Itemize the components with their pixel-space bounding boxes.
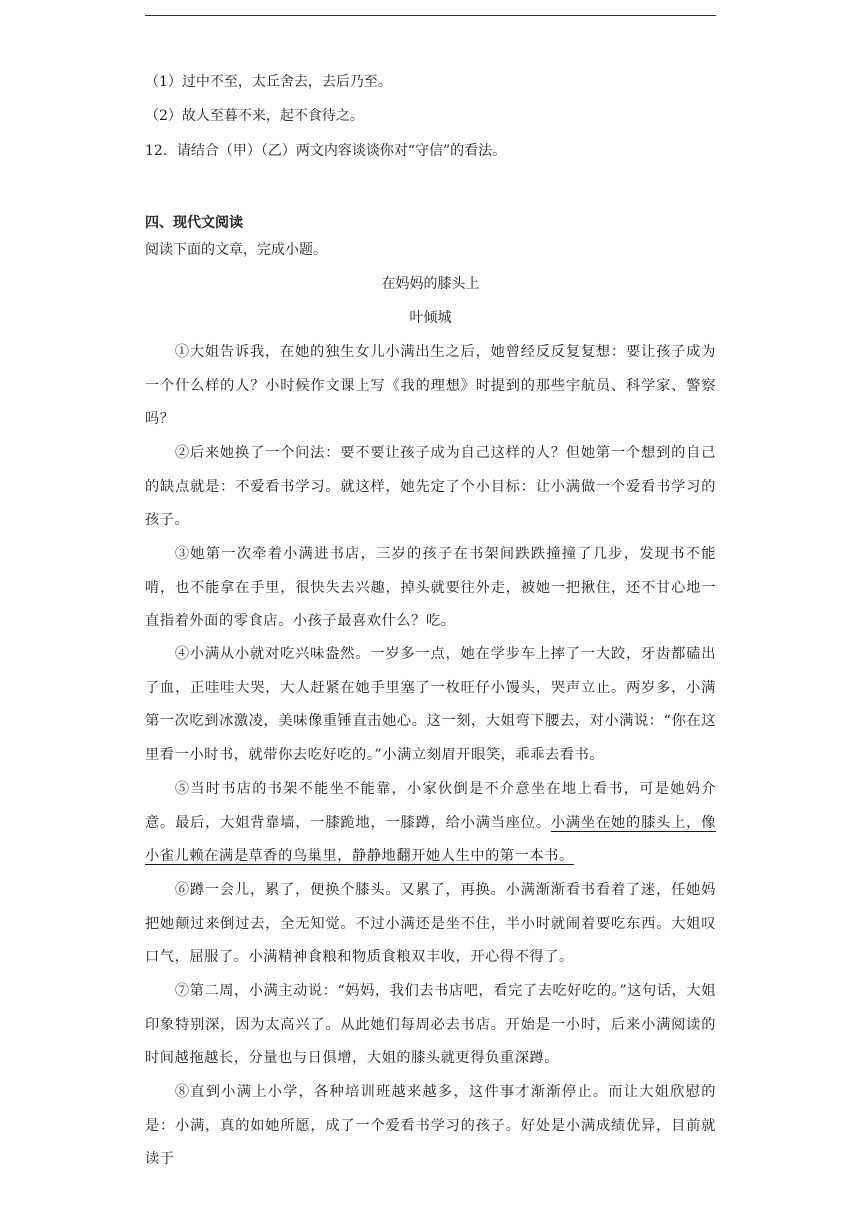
paragraph-5 (145, 773, 716, 874)
paragraph-5-text: ⑤当时书店的书架不能坐不能靠，小家伙倒是不介意坐在地上看书，可是她妈介意。最后，大姐背靠墙，一膝跪地，一膝蹲，给小满当座位。 (145, 781, 716, 831)
article-author: 叶倾城 (409, 310, 452, 326)
underlined-sentence: 小满坐在她的膝头上，像小雀儿赖在满是草香的鸟巢里，静静地翻开她人生中的第一本书。 (145, 814, 717, 865)
paragraph-1: ①大姐告诉我，在她的独生女儿小满出生之后，她曾经反反复复想：要让孩子成为一个什么样的人？小时候作文课上写《我的理想》时提到的那些宇航员、科学家、警察吗？ (145, 344, 716, 428)
question-12: 12．请结合（甲）（乙）两文内容谈谈你对“守信”的看法。 (145, 143, 507, 159)
section-heading: 四、现代文阅读 (145, 215, 243, 231)
paragraph-8: ⑧直到小满上小学，各种培训班越来越多，这件事才渐渐停止。而让大姐欣慰的是：小满，真的如她所愿，成了一个爱看书学习的孩子。好处是小满成绩优异，目前就读于 (145, 1084, 716, 1168)
question-11-part-1: （1）过中不至，太丘舍去，去后乃至。 (145, 74, 392, 90)
paragraph-4: ④小满从小就对吃兴味盎然。一岁多一点，她在学步车上摔了一大跤，牙齿都磕出了血，正哇哇大哭，大人赶紧在她手里塞了一枚旺仔小馒头，哭声立止。两岁多，小满第一次吃到冰激凌，美味像重锤直击她心。这一刻，大姐弯下腰去，对小满说：“你在这里看一小时书，就带你去吃好吃的。”小满立刻眉开眼笑，乖乖去看书。 (145, 646, 716, 763)
top-divider (145, 15, 716, 16)
paragraph-3: ③她第一次牵着小满进书店，三岁的孩子在书架间跌跌撞撞了几步，发现书不能啃，也不能拿在手里，很快失去兴趣，掉头就要往外走，被她一把揪住，还不甘心地一直指着外面的零食店。小孩子最喜欢什么？吃。 (145, 546, 716, 630)
paragraph-7: ⑦第二周，小满主动说：“妈妈，我们去书店吧，看完了去吃好吃的。”这句话，大姐印象特别深，因为太高兴了。从此她们每周必去书店。开始是一小时，后来小满阅读的时间越拖越长，分量也与日俱增，大姐的膝头就更得负重深蹲。 (145, 983, 716, 1067)
paragraph-2: ②后来她换了一个问法：要不要让孩子成为自己这样的人？但她第一个想到的自己的缺点就是：不爱看书学习。就这样，她先定了个小目标：让小满做一个爱看书学习的孩子。 (145, 445, 716, 529)
article-title: 在妈妈的膝头上 (381, 276, 480, 292)
question-11-part-2: （2）故人至暮不来，起不食待之。 (145, 108, 364, 124)
section-instruction: 阅读下面的文章，完成小题。 (145, 242, 327, 258)
paragraph-6: ⑥蹲一会儿，累了，便换个膝头。又累了，再换。小满渐渐看书看着了迷，任她妈把她颠过来倒过去，全无知觉。不过小满还是坐不住，半小时就闹着要吃东西。大姐叹口气，屈服了。小满精神食粮和物质食粮双丰收，开心得不得了。 (145, 882, 716, 966)
